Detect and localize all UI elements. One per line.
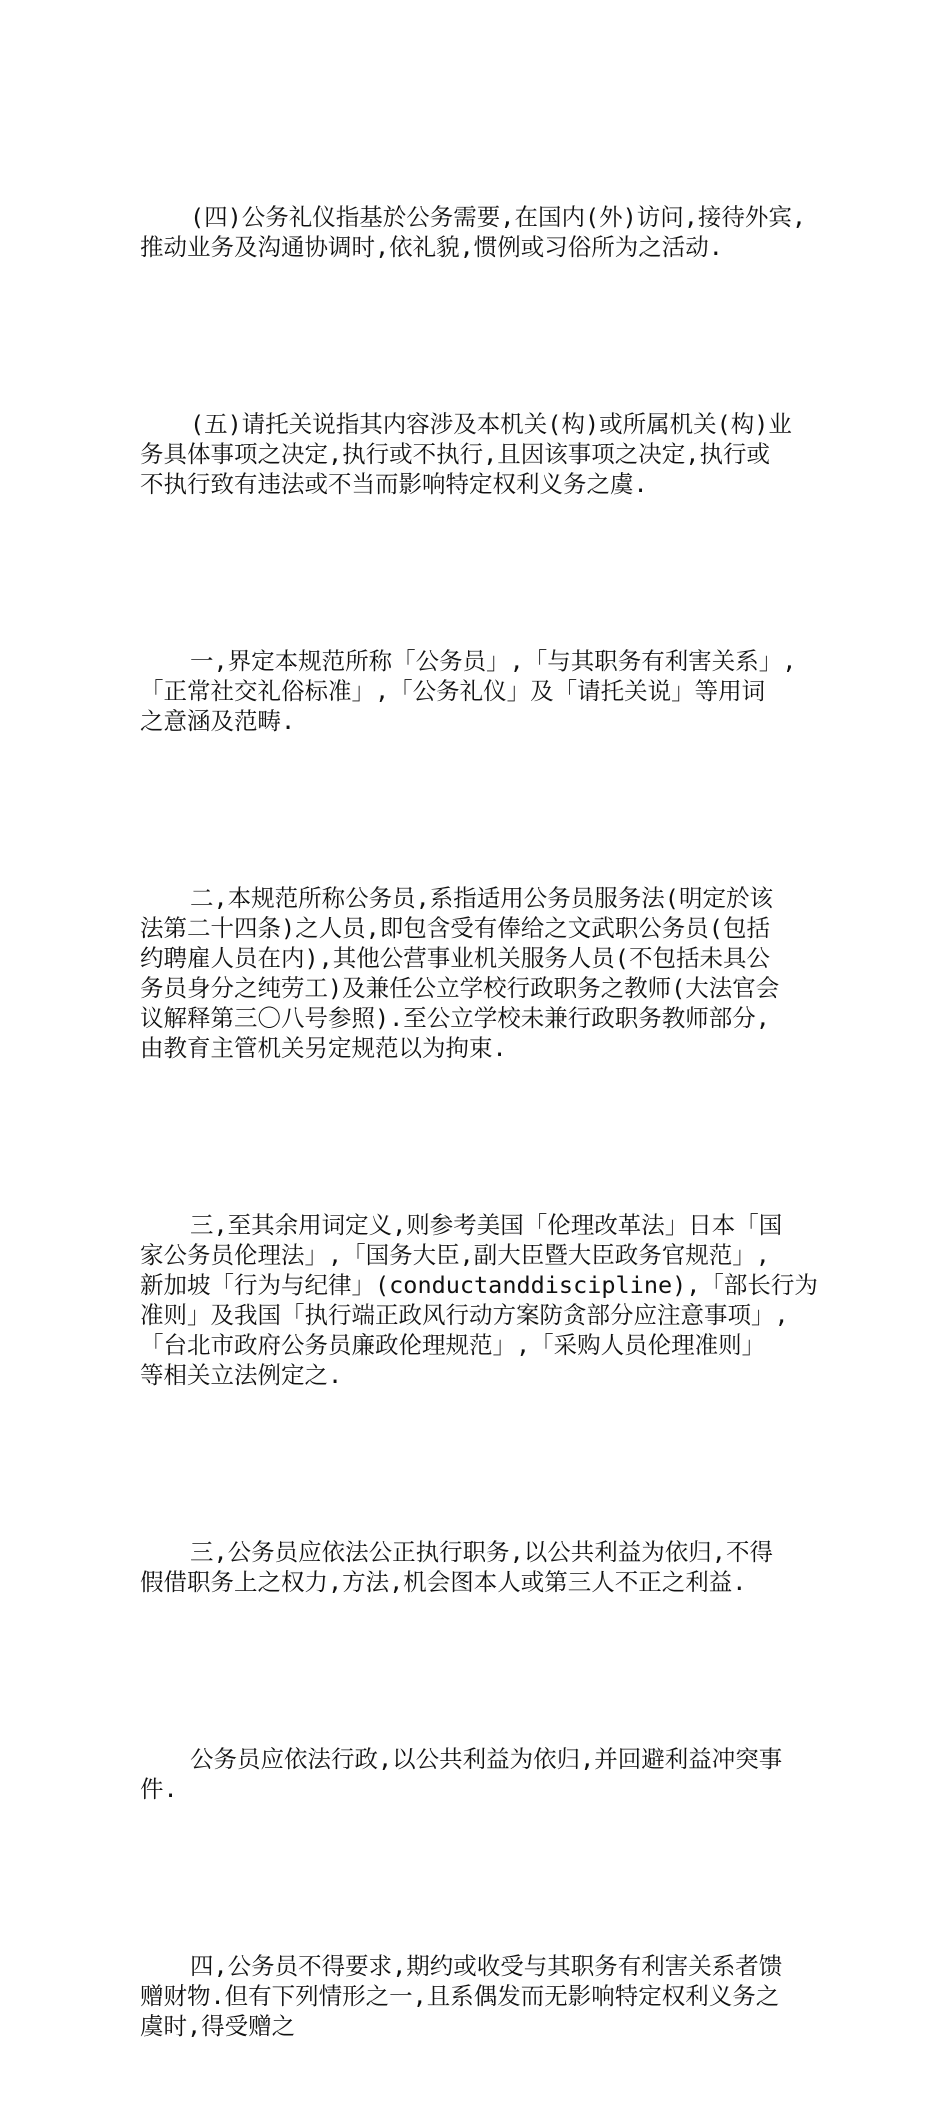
text-line: 法第二十四条)之人员,即包含受有俸给之文武职公务员(包括 [140,914,770,942]
text-line: 议解释第三〇八号参照).至公立学校未兼行政职务教师部分, [140,1004,770,1032]
text-line: 「正常社交礼俗标准」,「公务礼仪」及「请托关说」等用词 [140,677,766,705]
text-line: 假借职务上之权力,方法,机会图本人或第三人不正之利益. [140,1568,747,1596]
text-line: 不执行致有违法或不当而影响特定权利义务之虞. [140,470,648,498]
text-line: 约聘雇人员在内),其他公营事业机关服务人员(不包括未具公 [140,944,770,972]
document-page [140,142,830,2128]
text-line: 「台北市政府公务员廉政伦理规范」,「采购人员伦理准则」 [140,1331,766,1359]
paragraph-4 [140,823,830,1123]
text-line: 新加坡「行为与纪律」(conductanddiscipline),「部长行为 [140,1271,818,1299]
paragraph-8 [140,1891,830,2101]
text-line: 推动业务及沟通协调时,依礼貌,惯例或习俗所为之活动. [140,233,723,261]
text-line: 四,公务员不得要求,期约或收受与其职务有利害关系者馈 [190,1952,783,1980]
paragraph-5 [140,1150,830,1450]
text-line: (五)请托关说指其内容涉及本机关(构)或所属机关(构)业 [190,410,792,438]
paragraph-3 [140,586,830,796]
text-line: 三,公务员应依法公正执行职务,以公共利益为依归,不得 [190,1538,773,1566]
text-line: 家公务员伦理法」,「国务大臣,副大臣暨大臣政务官规范」, [140,1241,770,1269]
text-line: 务员身分之纯劳工)及兼任公立学校行政职务之教师(大法官会 [140,974,780,1002]
text-line: 准则」及我国「执行端正政风行动方案防贪部分应注意事项」, [140,1301,789,1329]
text-line: 虞时,得受赠之 [140,2012,296,2040]
text-line: 二,本规范所称公务员,系指适用公务员服务法(明定於该 [190,884,773,912]
text-line: 之意涵及范畴. [140,707,296,735]
text-line: 公务员应依法行政,以公共利益为依归,并回避利益冲突事 [190,1745,783,1773]
text-line: 等相关立法例定之. [140,1361,343,1389]
paragraph-2 [140,349,830,559]
text-line: 件. [140,1775,178,1803]
text-line: 赠财物.但有下列情形之一,且系偶发而无影响特定权利义务之 [140,1982,780,2010]
paragraph-6 [140,1477,830,1657]
paragraph-7 [140,1684,830,1864]
text-line: 三,至其余用词定义,则参考美国「伦理改革法」日本「国 [190,1211,783,1239]
paragraph-1 [140,142,830,322]
text-line: 由教育主管机关另定规范以为拘束. [140,1034,507,1062]
text-line: 务具体事项之决定,执行或不执行,且因该事项之决定,执行或 [140,440,770,468]
text-line: (四)公务礼仪指基於公务需要,在国内(外)访问,接待外宾, [190,203,807,231]
text-line: 一,界定本规范所称「公务员」,「与其职务有利害关系」, [190,647,797,675]
